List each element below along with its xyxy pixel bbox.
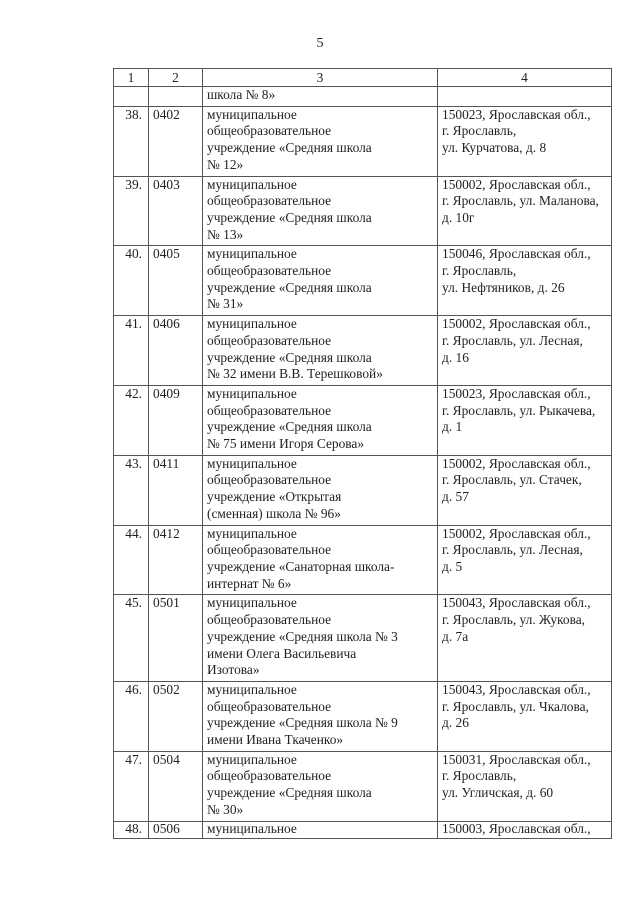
cell-name: муниципальное общеобразовательное учреждение «Средняя школа № 9 имени Ивана Ткаченко»	[203, 681, 438, 751]
cell-address: 150002, Ярославская обл., г. Ярославль, ул. Лесная, д. 16	[438, 316, 612, 386]
cell-address: 150002, Ярославская обл., г. Ярославль, ул. Стачек, д. 57	[438, 455, 612, 525]
cell-number: 41.	[114, 316, 149, 386]
cell-number: 38.	[114, 106, 149, 176]
cell-number	[114, 87, 149, 107]
cell-code: 0501	[149, 595, 203, 682]
cell-name: муниципальное общеобразовательное учреждение «Открытая (сменная) школа № 96»	[203, 455, 438, 525]
cell-code: 0406	[149, 316, 203, 386]
cell-number: 42.	[114, 385, 149, 455]
cell-name: муниципальное общеобразовательное учреждение «Средняя школа № 30»	[203, 751, 438, 821]
cell-name: муниципальное общеобразовательное учреждение «Средняя школа № 32 имени В.В. Терешковой»	[203, 316, 438, 386]
cell-code: 0411	[149, 455, 203, 525]
table-header	[114, 69, 612, 87]
cell-name: муниципальное общеобразовательное учреждение «Средняя школа № 13»	[203, 176, 438, 246]
cell-address: 150002, Ярославская обл., г. Ярославль, ул. Лесная, д. 5	[438, 525, 612, 595]
cell-number: 46.	[114, 681, 149, 751]
header-cell-3: 3	[203, 69, 438, 87]
cell-name: муниципальное общеобразовательное учреждение «Средняя школа № 75 имени Игоря Серова»	[203, 385, 438, 455]
table-row	[114, 176, 612, 246]
cell-code: 0409	[149, 385, 203, 455]
cell-address: 150043, Ярославская обл., г. Ярославль, ул. Жукова, д. 7а	[438, 595, 612, 682]
page-number: 5	[316, 36, 324, 51]
cell-address: 150023, Ярославская обл., г. Ярославль, ул. Рыкачева, д. 1	[438, 385, 612, 455]
cell-code	[149, 87, 203, 107]
cell-name: муниципальное общеобразовательное учреждение «Средняя школа № 12»	[203, 106, 438, 176]
table-row	[114, 246, 612, 316]
cell-code: 0504	[149, 751, 203, 821]
table-row	[114, 821, 612, 838]
cell-address: 150023, Ярославская обл., г. Ярославль, ул. Курчатова, д. 8	[438, 106, 612, 176]
cell-address: 150046, Ярославская обл., г. Ярославль, ул. Нефтяников, д. 26	[438, 246, 612, 316]
cell-number: 43.	[114, 455, 149, 525]
cell-code: 0403	[149, 176, 203, 246]
table-row	[114, 106, 612, 176]
cell-code: 0402	[149, 106, 203, 176]
table-row	[114, 595, 612, 682]
table-row	[114, 525, 612, 595]
cell-name: школа № 8»	[203, 87, 438, 107]
continuation-row	[114, 87, 612, 107]
table-row	[114, 316, 612, 386]
table-row	[114, 455, 612, 525]
table-row	[114, 681, 612, 751]
cell-code: 0405	[149, 246, 203, 316]
cell-name: муниципальное общеобразовательное учреждение «Санаторная школа- интернат № 6»	[203, 525, 438, 595]
cell-number: 48.	[114, 821, 149, 838]
cell-name: муниципальное	[203, 821, 438, 838]
cell-code: 0506	[149, 821, 203, 838]
table-body	[114, 87, 612, 839]
cell-address: 150043, Ярославская обл., г. Ярославль, ул. Чкалова, д. 26	[438, 681, 612, 751]
cell-name: муниципальное общеобразовательное учреждение «Средняя школа № 3 имени Олега Васильевича Изотова»	[203, 595, 438, 682]
cell-number: 44.	[114, 525, 149, 595]
cell-code: 0412	[149, 525, 203, 595]
cell-address	[438, 87, 612, 107]
header-cell-1: 1	[114, 69, 149, 87]
cell-number: 47.	[114, 751, 149, 821]
header-cell-4: 4	[438, 69, 612, 87]
cell-number: 39.	[114, 176, 149, 246]
cell-address: 150031, Ярославская обл., г. Ярославль, ул. Угличская, д. 60	[438, 751, 612, 821]
cell-name: муниципальное общеобразовательное учреждение «Средняя школа № 31»	[203, 246, 438, 316]
table-row	[114, 385, 612, 455]
cell-number: 45.	[114, 595, 149, 682]
cell-address: 150003, Ярославская обл.,	[438, 821, 612, 838]
cell-number: 40.	[114, 246, 149, 316]
cell-address: 150002, Ярославская обл., г. Ярославль, ул. Маланова, д. 10г	[438, 176, 612, 246]
schools-table	[113, 68, 612, 839]
table-row	[114, 751, 612, 821]
header-cell-2: 2	[149, 69, 203, 87]
header-row	[114, 69, 612, 87]
cell-code: 0502	[149, 681, 203, 751]
